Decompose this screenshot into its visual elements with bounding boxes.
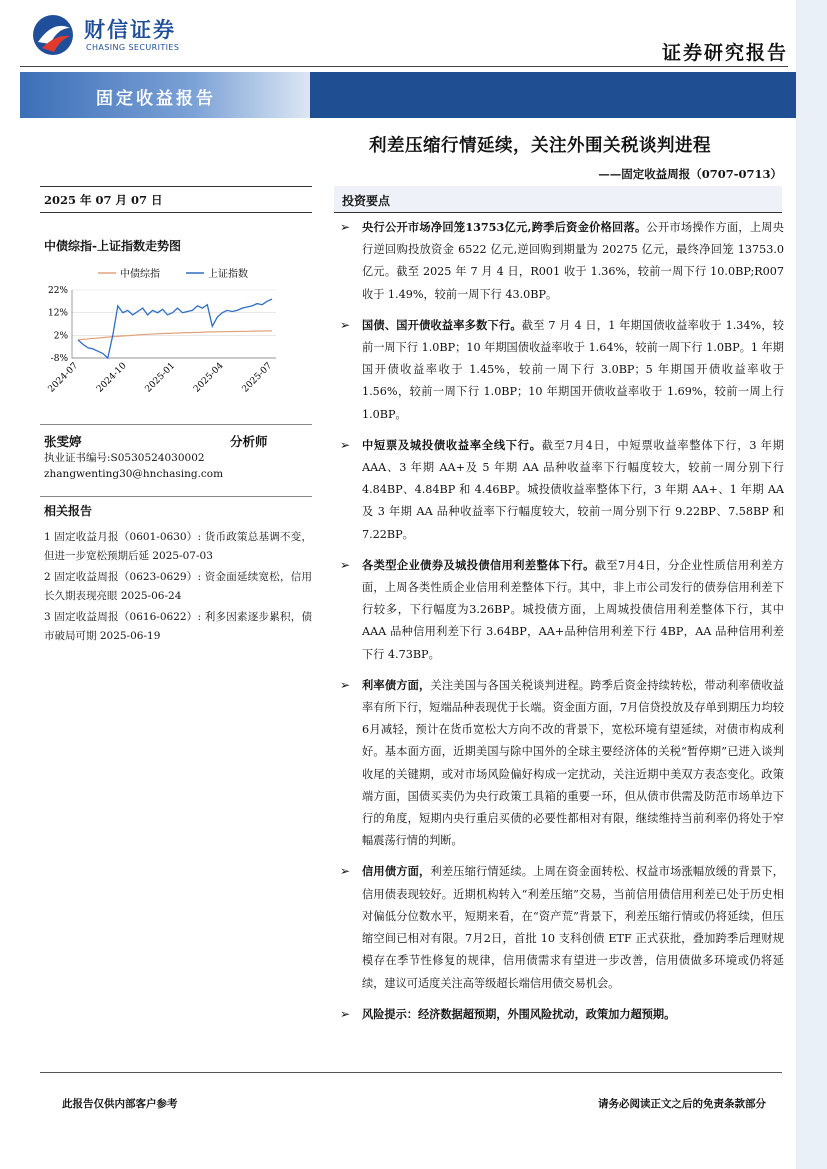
y-tick-label: 12% bbox=[47, 308, 68, 319]
legend-stock-label: 上证指数 bbox=[208, 269, 248, 280]
category-title: 固定收益报告 bbox=[96, 89, 216, 109]
related-list bbox=[44, 528, 312, 648]
highlight-item: ➢ 中短票及城投债收益率全线下行。截至7月4日，中短票收益率整体下行，3 年期 AAA、3 年期 AA+及 5 年期 AA 品种收益率下行幅度较大，较前一周分别下行 4.84BP、4.84BP 和 4.46BP。城投债收益率整体下行，3 年期 AA+、1 年期 AA 及 3 年期 AA 品种收益率下行幅度较大，较前一周分别下行 9.22BP、7.58BP 和 7.22BP。 bbox=[338, 434, 784, 546]
category-band-right bbox=[310, 72, 796, 118]
arrow-bullet-icon: ➢ bbox=[340, 437, 351, 452]
highlight-item: ➢ 国债、国开债收益率多数下行。截至 7 月 4 日，1 年期国债收益率收于 1.34%，较前一周下行 1.0BP；10 年期国债收益率收于 1.64%，较前一周下行 1.0BP。1 年期国开债收益率收于 1.45%，较前一周下行 3.0BP；5 年期国开债收益率收于 1.56%，较前一周下行 1.0BP；10 年期国开债收益率收于 1.69%，较前一周上行 1.0BP。 bbox=[338, 314, 784, 426]
report-title: 利差压缩行情延续，关注外围关税谈判进程 bbox=[369, 136, 711, 156]
chart-title: 中债综指-上证指数走势图 bbox=[44, 239, 181, 253]
y-tick-label: 22% bbox=[47, 286, 68, 296]
x-tick-label: 2024-07 bbox=[46, 361, 81, 395]
arrow-bullet-icon: ➢ bbox=[340, 1006, 351, 1021]
x-tick-label: 2025-01 bbox=[143, 361, 178, 395]
analyst-name: 张雯婷 bbox=[44, 434, 82, 449]
x-tick-label: 2025-07 bbox=[240, 361, 275, 395]
chasing-logo-icon bbox=[32, 14, 74, 56]
axis-frame bbox=[72, 290, 276, 358]
stock-index-line bbox=[78, 299, 272, 358]
report-date: 2025 年 07 月 07 日 bbox=[44, 193, 163, 207]
highlights-heading: 投资要点 bbox=[342, 194, 391, 208]
highlights-list bbox=[338, 216, 784, 1034]
footer-right: 请务必阅读正文之后的免责条款部分 bbox=[598, 1098, 766, 1110]
analyst-info bbox=[44, 450, 223, 482]
analyst-cert: 执业证书编号:S0530524030002 bbox=[44, 452, 205, 464]
header-rule bbox=[20, 66, 788, 67]
risk-item: ➢ 风险提示：经济数据超预期，外围风险扰动，政策加力超预期。 bbox=[338, 1003, 784, 1026]
legend-bond-label: 中债综指 bbox=[120, 269, 160, 280]
x-tick-label: 2024-10 bbox=[95, 361, 129, 395]
highlight-item: ➢ 各类型企业债券及城投债信用利差整体下行。截至7月4日，分企业性质信用利差方面，上周各类性质企业信用利差整体下行。其中，非上市公司发行的债券信用利差下行较多，下行幅度为3.26BP。城投债方面，上周城投债信用利差整体下行，其中 AAA 品种信用利差下行 3.64BP，AA+品种信用利差下行 4BP，AA 品种信用利差下行 4.73BP。 bbox=[338, 554, 784, 666]
highlight-item: ➢ 信用债方面，利差压缩行情延续。上周在资金面转松、权益市场涨幅放缓的背景下，信用债表现较好。近期机构转入“利差压缩”交易，当前信用债信用利差已处于历史相对偏低分位数水平，短期来看，在“资产荒”背景下，利差压缩行情或仍将延续，但压缩空间已相对有限。7月2日，首批 10 支科创债 ETF 正式获批，叠加跨季后理财规模存在季节性修复的规律，信用债需求有望进一步改善，信用债做多环境或仍将延续，建议可适度关注高等级超长端信用债交易机会。 bbox=[338, 860, 784, 994]
report-type: 证券研究报告 bbox=[661, 42, 788, 64]
left-rule-analyst bbox=[40, 424, 312, 425]
arrow-bullet-icon: ➢ bbox=[340, 317, 351, 332]
related-item[interactable]: 3 固定收益周报（0616-0622）: 利多因素逐步累积，债市破局可期 2025-06-19 bbox=[44, 611, 312, 642]
analyst-role: 分析师 bbox=[230, 434, 268, 449]
arrow-bullet-icon: ➢ bbox=[340, 557, 351, 572]
arrow-bullet-icon: ➢ bbox=[340, 864, 351, 879]
report-subtitle: ——固定收益周报（0707-0713） bbox=[598, 167, 782, 181]
left-rule-top bbox=[40, 186, 312, 187]
footer-rule bbox=[40, 1072, 782, 1073]
left-rule-date bbox=[40, 212, 312, 213]
analyst-email[interactable]: zhangwenting30@hnchasing.com bbox=[44, 468, 224, 480]
brand-name-en: CHASING SECURITIES bbox=[86, 43, 180, 52]
right-margin-strip bbox=[796, 0, 827, 1169]
right-rule-heading bbox=[334, 212, 782, 213]
trend-chart bbox=[40, 262, 280, 402]
y-tick-label: 2% bbox=[53, 331, 68, 342]
highlight-item: ➢ 利率债方面，关注美国与各国关税谈判进程。跨季后资金持续转松，带动利率债收益率有所下行，短端品种表现优于长端。资金面方面，7月信贷投放及存单到期压力均较6月减轻，预计在货币宽松大方向不改的背景下，宽松环境有望延续，对债市构成利好。基本面方面，近期美国与除中国外的全球主要经济体的关税“暂停期”已进入谈判收尾的关键期，或对市场风险偏好构成一定扰动，关注近期中美双方表态变化。政策端方面，国债买卖仍为央行政策工具箱的重要一环，但从债市供需及防范市场单边下行的角度，短期内央行重启买债的必要性都相对有限，继续维持当前利率仍将处于窄幅震荡行情的判断。 bbox=[338, 674, 784, 853]
arrow-bullet-icon: ➢ bbox=[340, 677, 351, 692]
related-heading: 相关报告 bbox=[44, 504, 93, 518]
arrow-bullet-icon: ➢ bbox=[340, 220, 351, 234]
left-rule-related bbox=[40, 496, 312, 497]
y-tick-label: -8% bbox=[50, 354, 68, 364]
brand-name-cn: 财信证券 bbox=[84, 18, 176, 42]
related-item[interactable]: 2 固定收益周报（0623-0629）: 资金面延续宽松，信用长久期表现亮眼 2025-06-24 bbox=[44, 571, 312, 602]
highlights-heading-bg bbox=[334, 186, 782, 212]
x-tick-label: 2025-04 bbox=[192, 361, 226, 395]
related-item[interactable]: 1 固定收益月报（0601-0630）: 货币政策总基调不变，但进一步宽松预期后延 2025-07-03 bbox=[44, 531, 312, 562]
highlight-item: ➢ 央行公开市场净回笼13753亿元,跨季后资金价格回落。公开市场操作方面，上周央行逆回购投放资金 6522 亿元,逆回购到期量为 20275 亿元，最终净回笼 13753.0 亿元。截至 2025 年 7 月 4 日，R001 收于 1.36%，较前一周下行 10.0BP;R007 收于 1.49%，较前一周下行 43.0BP。 bbox=[338, 216, 784, 306]
footer-left: 此报告仅供内部客户参考 bbox=[62, 1098, 178, 1110]
